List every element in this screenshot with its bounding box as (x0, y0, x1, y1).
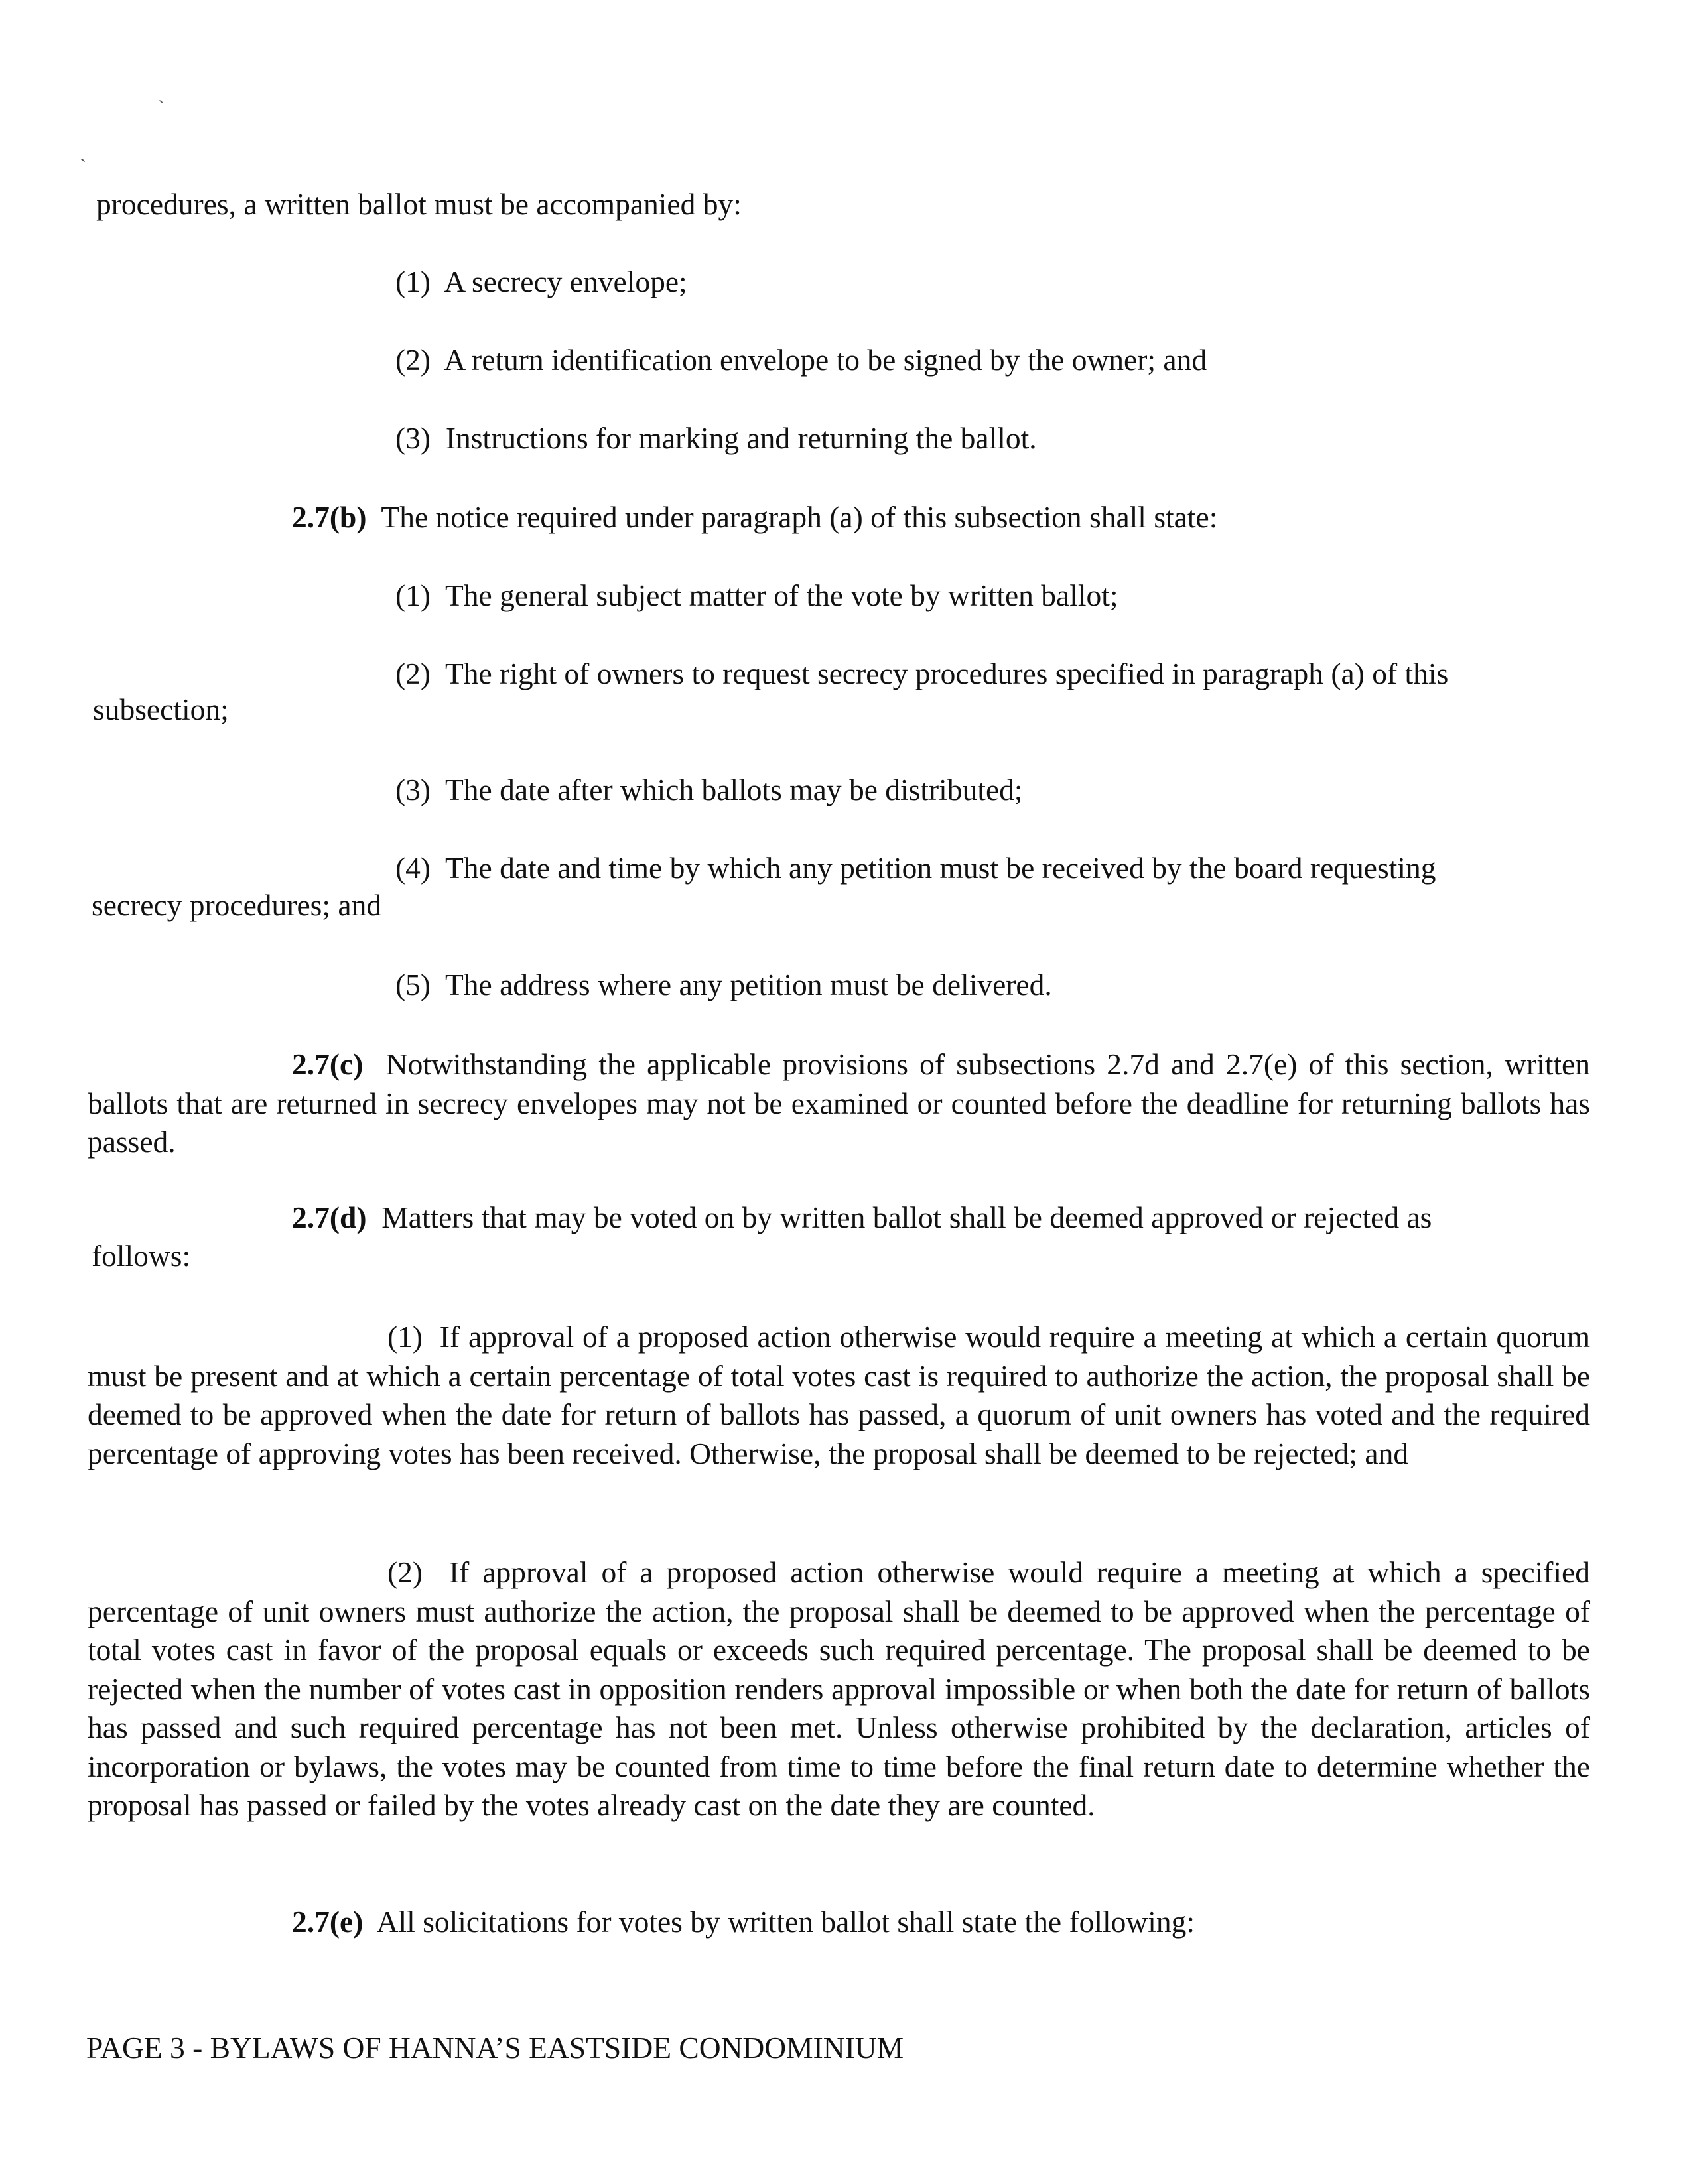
list-item (395, 345, 1207, 375)
section-e-heading (292, 1907, 1195, 1937)
section-label: 2.7(d) (292, 1200, 367, 1234)
scan-mark: ` (80, 155, 86, 177)
section-b-heading (292, 502, 1217, 532)
list-text: A return identification envelope to be signed by the owner; and (444, 343, 1207, 377)
list-item (395, 580, 1118, 610)
list-number: (2) (395, 343, 431, 377)
list-item (395, 659, 1448, 688)
list-number: (3) (395, 773, 431, 806)
section-c-paragraph (88, 1045, 1590, 1162)
list-item (395, 970, 1052, 999)
list-item (395, 775, 1023, 804)
list-text: The date and time by which any petition must be received by the board requesting (445, 851, 1436, 885)
list-text: If approval of a proposed action otherwise would require a meeting at which a specified percentage of unit owners must authorize the action, the proposal shall be deemed to be approved when the percentage of total votes cast in favor of the proposal equals or exceeds such required percentage. The proposal shall be deemed to be rejected when the number of votes cast in opposition renders approval impossible or when both the date for return of ballots has passed and such required percentage has not been met. Unless otherwise prohibited by the declaration, articles of incorporation or bylaws, the votes may be counted from time to time before the final return date to determine whether the proposal has passed or failed by the votes already cast on the date they are counted. (88, 1555, 1591, 1822)
intro-line: procedures, a written ballot must be accompanied by: (96, 187, 742, 221)
list-text: The date after which ballots may be distributed; (445, 773, 1023, 806)
list-number: (5) (395, 968, 431, 1001)
section-label: 2.7(c) (292, 1047, 364, 1081)
list-item (395, 423, 1037, 453)
section-text: Matters that may be voted on by written ballot shall be deemed approved or rejected as (381, 1200, 1432, 1234)
list-number: (1) (395, 265, 431, 298)
list-text: If approval of a proposed action otherwise would require a meeting at which a certain quorum must be present and at which a certain percentage of total votes cast is required to authorize the action, the proposal shall be deemed to be approved when the date for return of ballots has passed, a quorum of unit owners has voted and the required percentage of approving votes has been received. Otherwise, the proposal shall be deemed to be rejected; and (88, 1320, 1590, 1470)
section-text: The notice required under paragraph (a) of this subsection shall state: (381, 500, 1218, 534)
list-number: (2) (387, 1555, 423, 1589)
list-text: The address where any petition must be delivered. (445, 968, 1052, 1001)
section-label: 2.7(b) (292, 500, 367, 534)
list-number: (3) (395, 421, 431, 455)
section-d-item-2 (88, 1553, 1590, 1825)
section-text: Notwithstanding the applicable provisions of subsections 2.7d and 2.7(e) of this section, written ballots that are returned in secrecy envelopes may not be examined or counted before the deadline for returning ballots has passed. (88, 1047, 1590, 1159)
list-text: The right of owners to request secrecy procedures specified in paragraph (a) of this (445, 657, 1449, 690)
list-text: The general subject matter of the vote by written ballot; (445, 578, 1118, 612)
list-item (395, 853, 1436, 883)
page-footer: PAGE 3 - BYLAWS OF HANNA’S EASTSIDE CONDOMINIUM (86, 2031, 904, 2065)
section-label: 2.7(e) (292, 1905, 364, 1939)
list-number: (1) (395, 578, 431, 612)
list-text: Instructions for marking and returning the ballot. (445, 421, 1037, 455)
section-d-item-1 (88, 1318, 1590, 1473)
list-number: (1) (387, 1320, 423, 1354)
list-number: (4) (395, 851, 431, 885)
list-text: A secrecy envelope; (444, 265, 687, 298)
list-item (395, 267, 687, 296)
list-continuation: subsection; (93, 692, 229, 726)
list-continuation: secrecy procedures; and (92, 888, 382, 922)
section-d-heading (292, 1202, 1432, 1232)
list-number: (2) (395, 657, 431, 690)
section-continuation: follows: (92, 1239, 191, 1273)
section-text: All solicitations for votes by written ballot shall state the following: (376, 1905, 1195, 1939)
scan-mark: ` (158, 97, 165, 119)
